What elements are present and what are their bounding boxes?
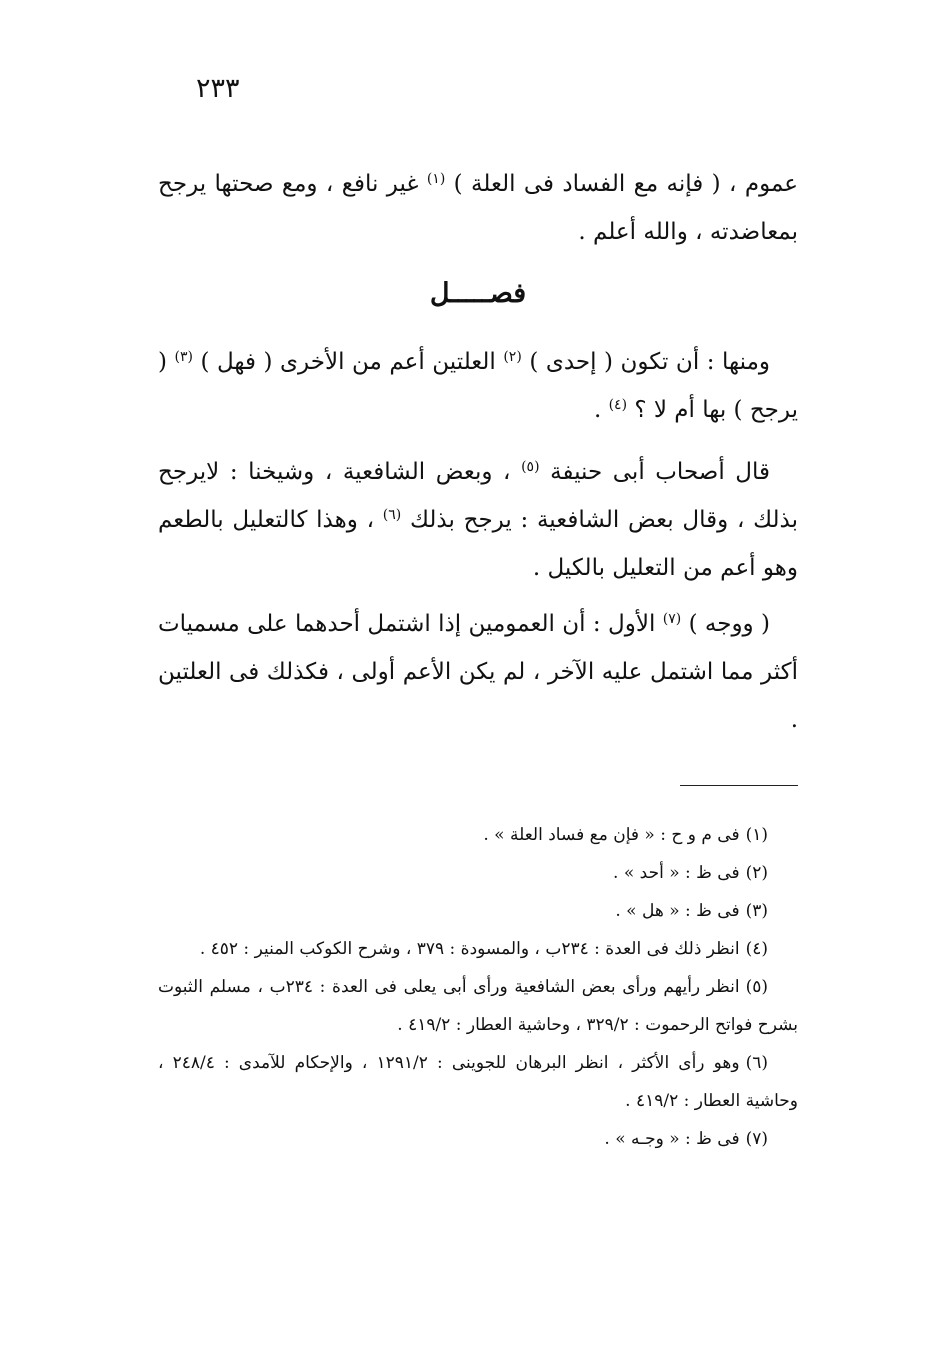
footnote-ref-2[interactable]: (٢) (503, 349, 522, 365)
footnote-ref-4[interactable]: (٤) (608, 397, 628, 413)
footnote-ref-6[interactable]: (٦) (382, 507, 402, 523)
paragraph-2-text-c: ( يرجح ) بها أم لا ؟ (158, 349, 798, 423)
footnote-ref-7[interactable]: (٧) (662, 611, 682, 627)
footnote-number: (٤) (745, 939, 768, 959)
paragraph-1-text-a: عموم ، ( فإنه مع الفساد فى العلة ) (453, 171, 798, 197)
footnote-ref-3[interactable]: (٣) (174, 349, 193, 365)
footnote-number: (٢) (745, 863, 768, 883)
paragraph-3-text-a: قال أصحاب أبى حنيفة (550, 459, 770, 485)
paragraph-3-text-b: ، وبعض الشافعية ، وشيخنا : لايرجح بذلك ، وقال بعض الشافعية : يرجح بذلك (158, 459, 799, 533)
paragraph-2-text-a: ومنها : أن تكون ( إحدى ) (529, 349, 770, 375)
footnote-number: (٦) (745, 1053, 769, 1073)
section-heading: فصـــــل (429, 278, 527, 309)
footnote-text: وهو رأى الأكثر ، انظر البرهان للجوينى : ١٢٩١/٢ ، والإحكام للآمدى : ٢٤٨/٤ ، وحاشية العطار : ٤١٩/٢ . (158, 1053, 798, 1111)
footnote-text: فى م و ح : « فإن مع فساد العلة » . (483, 825, 740, 845)
footnote-item (158, 892, 798, 930)
footnotes-section (158, 816, 798, 1158)
paragraph-2-text-d: . (593, 397, 602, 423)
paragraph-4-text-b: الأول : أن العمومين إذا اشتمل أحدهما على مسميات أكثر مما اشتمل عليه الآخر ، لم يكن الأعم أولى ، فكذلك فى العلتين . (158, 611, 798, 733)
footnote-text: فى ظ : « أحد » . (613, 863, 740, 883)
footnote-text: فى ظ : « هل » . (615, 901, 740, 921)
footnote-number: (٧) (745, 1129, 768, 1149)
paragraph-1-text-b: غير نافع ، ومع صحتها يرجح بمعاضدته ، والله أعلم . (158, 171, 798, 245)
footnote-text: انظر ذلك فى العدة : ٢٣٤ب ، والمسودة : ٣٧٩ ، وشرح الكوكب المنير : ٤٥٢ . (199, 939, 740, 959)
paragraph-3 (158, 448, 798, 592)
footnote-item (158, 1044, 798, 1120)
footnote-number: (١) (745, 825, 768, 845)
footnote-item (158, 1120, 798, 1158)
page-number: ٢٣٣ (196, 73, 240, 104)
paragraph-4 (158, 600, 798, 744)
footnote-separator (680, 785, 798, 786)
paragraph-4-text-a: ( ووجه ) (688, 611, 770, 637)
paragraph-2 (158, 338, 798, 434)
footnote-item (158, 854, 798, 892)
paragraph-2-text-b: العلتين أعم من الأخرى ( فهل ) (200, 349, 496, 375)
footnote-item (158, 816, 798, 854)
footnote-number: (٥) (745, 977, 768, 997)
paragraph-1 (158, 160, 798, 256)
footnote-ref-5[interactable]: (٥) (521, 459, 540, 475)
footnote-item (158, 968, 798, 1044)
footnote-text: انظر رأيهم ورأى بعض الشافعية ورأى أبى يعلى فى العدة : ٢٣٤ب ، مسلم الثبوت بشرح فواتح الرحموت : ٣٢٩/٢ ، وحاشية العطار : ٤١٩/٢ . (158, 977, 798, 1035)
footnote-number: (٣) (745, 901, 768, 921)
paragraph-3-text-c: ، وهذا كالتعليل بالطعم وهو أعم من التعليل بالكيل . (158, 507, 798, 581)
footnote-ref-1[interactable]: (١) (426, 171, 446, 187)
footnote-text: فى ظ : « وجـه » . (604, 1129, 740, 1149)
footnote-item (158, 930, 798, 968)
